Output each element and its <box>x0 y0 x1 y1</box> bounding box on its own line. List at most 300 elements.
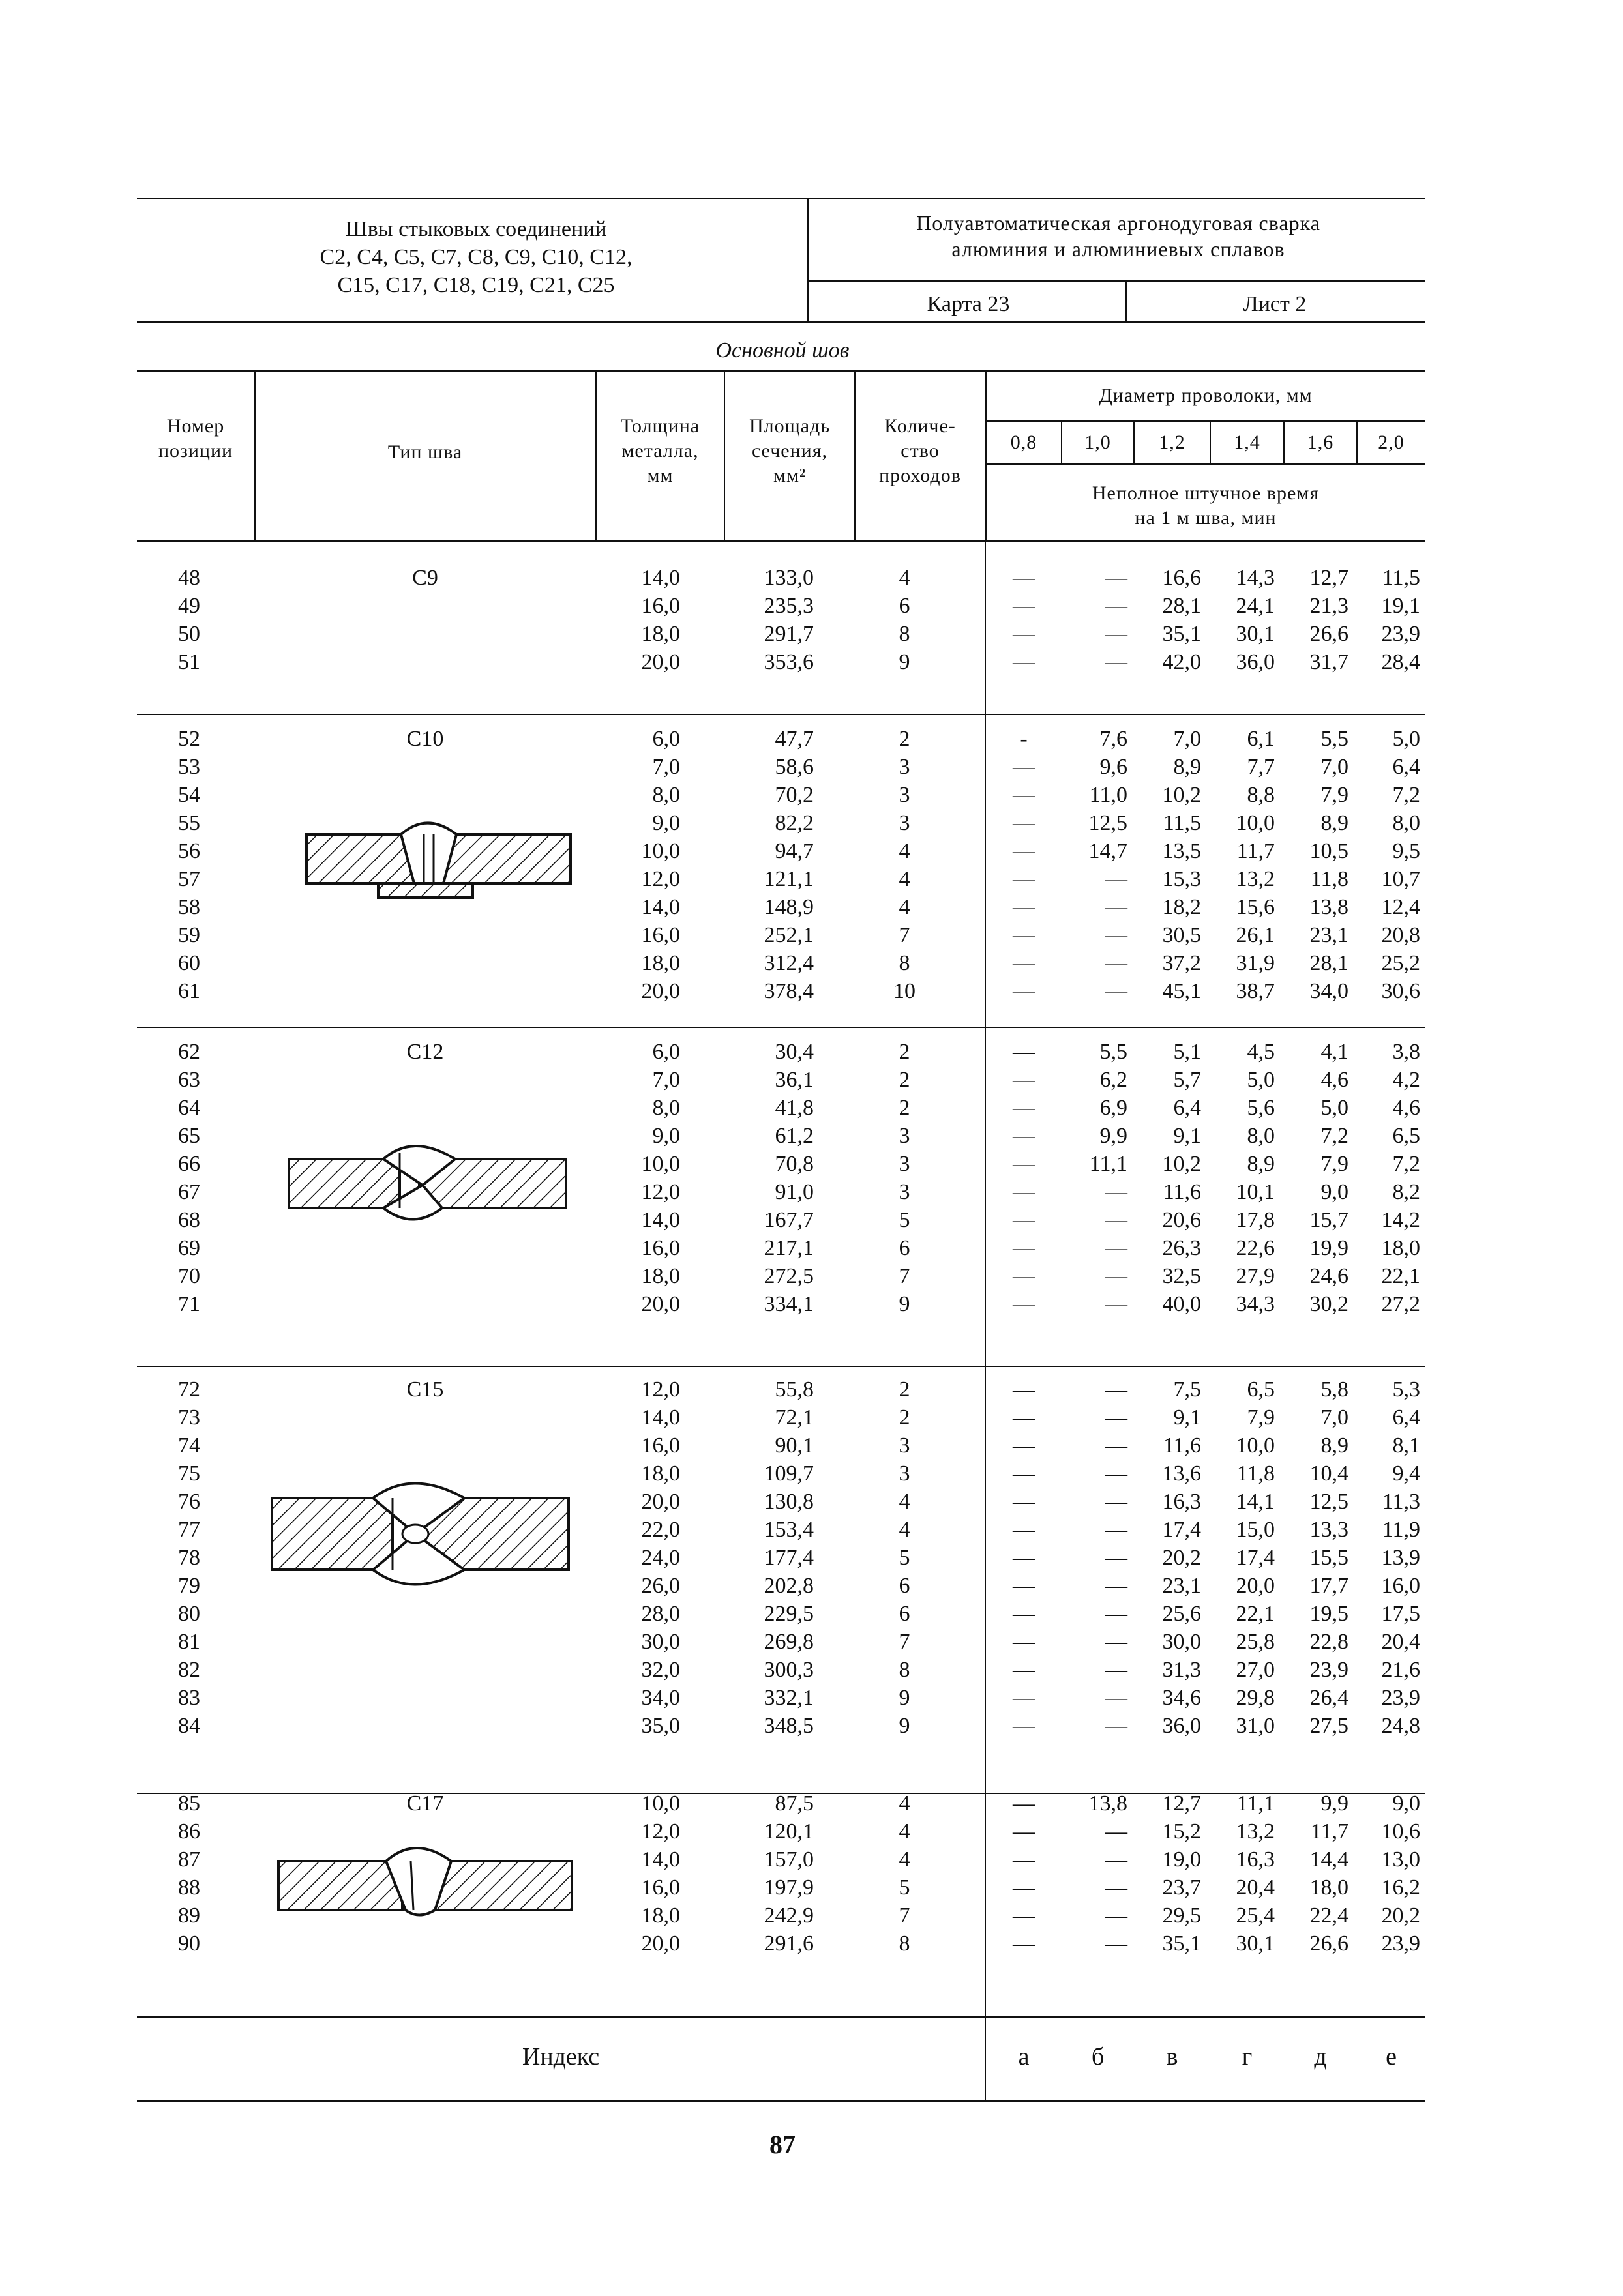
cell-passes: 2 <box>899 1068 910 1092</box>
cell-d08: — <box>1013 867 1035 891</box>
cell-d16: 23,1 <box>1309 923 1348 947</box>
cell-d10: — <box>1105 1686 1127 1710</box>
cell-area: 58,6 <box>775 755 814 779</box>
cell-d08: — <box>1013 923 1035 947</box>
cell-thickness: 28,0 <box>641 1602 680 1626</box>
cell-position: 67 <box>178 1180 200 1204</box>
cell-d12: 25,6 <box>1162 1602 1201 1626</box>
cell-position: 84 <box>178 1714 200 1738</box>
cell-d12: 16,3 <box>1162 1490 1201 1514</box>
cell-d20: 6,5 <box>1392 1124 1420 1148</box>
cell-d16: 19,9 <box>1309 1236 1348 1260</box>
cell-passes: 4 <box>899 1791 910 1816</box>
cell-d12: 17,4 <box>1162 1518 1201 1542</box>
cell-thickness: 14,0 <box>641 566 680 590</box>
cell-d08: — <box>1013 1490 1035 1514</box>
cell-position: 65 <box>178 1124 200 1148</box>
cell-thickness: 10,0 <box>641 839 680 863</box>
seam-type-c9: С9 <box>412 566 438 590</box>
cell-d10: — <box>1105 1264 1127 1288</box>
cell-d08: — <box>1013 1208 1035 1232</box>
cell-position: 55 <box>178 811 200 835</box>
cell-d12: 7,0 <box>1173 727 1201 751</box>
cell-d10: — <box>1105 1546 1127 1570</box>
cell-d08: — <box>1013 1904 1035 1928</box>
cell-d10: — <box>1105 979 1127 1003</box>
cell-d14: 30,1 <box>1236 1932 1275 1956</box>
cell-passes: 7 <box>899 923 910 947</box>
cell-d14: 8,8 <box>1247 783 1275 807</box>
cell-d12: 40,0 <box>1162 1292 1201 1316</box>
cell-thickness: 10,0 <box>641 1152 680 1176</box>
cell-d10: 9,9 <box>1099 1124 1127 1148</box>
cell-d08: — <box>1013 1791 1035 1816</box>
cell-d16: 8,9 <box>1320 811 1348 835</box>
cell-d08: — <box>1013 1292 1035 1316</box>
col-position-line1: Номер <box>166 415 225 437</box>
cell-passes: 4 <box>899 1819 910 1844</box>
cell-passes: 3 <box>899 1434 910 1458</box>
cell-position: 63 <box>178 1068 200 1092</box>
cell-d14: 22,1 <box>1236 1602 1275 1626</box>
cell-d14: 4,5 <box>1247 1040 1275 1064</box>
col-seam-type-header: Тип шва <box>387 441 463 463</box>
cell-d20: 27,2 <box>1381 1292 1420 1316</box>
cell-d16: 9,0 <box>1320 1180 1348 1204</box>
weld-diagram-c17 <box>275 1838 575 1923</box>
cell-d08: — <box>1013 1124 1035 1148</box>
cell-area: 177,4 <box>764 1546 814 1570</box>
cell-d14: 25,4 <box>1236 1904 1275 1928</box>
index-g: г <box>1242 2043 1253 2070</box>
cell-d14: 36,0 <box>1236 650 1275 674</box>
cell-d14: 25,8 <box>1236 1630 1275 1654</box>
cell-passes: 9 <box>899 650 910 674</box>
cell-d08: — <box>1013 1658 1035 1682</box>
cell-position: 76 <box>178 1490 200 1514</box>
cell-d10: — <box>1105 1462 1127 1486</box>
cell-thickness: 20,0 <box>641 1490 680 1514</box>
cell-thickness: 20,0 <box>641 650 680 674</box>
col-thickness-line3: мм <box>647 465 674 486</box>
cell-position: 70 <box>178 1264 200 1288</box>
cell-d20: 16,0 <box>1381 1574 1420 1598</box>
cell-position: 74 <box>178 1434 200 1458</box>
cell-d12: 13,6 <box>1162 1462 1201 1486</box>
cell-d12: 23,1 <box>1162 1574 1201 1598</box>
cell-passes: 8 <box>899 622 910 646</box>
cell-area: 291,7 <box>764 622 814 646</box>
cell-d14: 17,8 <box>1236 1208 1275 1232</box>
cell-area: 94,7 <box>775 839 814 863</box>
cell-d10: — <box>1105 650 1127 674</box>
cell-d12: 6,4 <box>1173 1096 1201 1120</box>
cell-area: 90,1 <box>775 1434 814 1458</box>
cell-d10: — <box>1105 923 1127 947</box>
cell-thickness: 34,0 <box>641 1686 680 1710</box>
cell-area: 334,1 <box>764 1292 814 1316</box>
cell-d14: 24,1 <box>1236 594 1275 618</box>
cell-d08: - <box>1020 727 1028 751</box>
cell-d16: 14,4 <box>1309 1847 1348 1872</box>
cell-d16: 30,2 <box>1309 1292 1348 1316</box>
col-thickness-line1: Толщина <box>620 415 700 437</box>
cell-d12: 26,3 <box>1162 1236 1201 1260</box>
cell-d14: 11,7 <box>1236 839 1275 863</box>
cell-d20: 23,9 <box>1381 1932 1420 1956</box>
cell-d14: 14,3 <box>1236 566 1275 590</box>
col-position-header <box>137 414 254 464</box>
cell-d12: 30,0 <box>1162 1630 1201 1654</box>
cell-d16: 4,1 <box>1320 1040 1348 1064</box>
cell-d08: — <box>1013 1714 1035 1738</box>
cell-area: 197,9 <box>764 1876 814 1900</box>
cell-d20: 17,5 <box>1381 1602 1420 1626</box>
cell-d08: — <box>1013 1462 1035 1486</box>
cell-d08: — <box>1013 783 1035 807</box>
cell-d14: 15,6 <box>1236 895 1275 919</box>
cell-d20: 3,8 <box>1392 1040 1420 1064</box>
cell-d08: — <box>1013 1180 1035 1204</box>
cell-thickness: 10,0 <box>641 1791 680 1816</box>
col-time-line1: Неполное штучное время <box>1092 482 1320 504</box>
cell-d10: — <box>1105 1236 1127 1260</box>
header-right-line2: алюминия и алюминиевых сплавов <box>951 237 1285 261</box>
cell-d12: 29,5 <box>1162 1904 1201 1928</box>
cell-position: 51 <box>178 650 200 674</box>
cell-d16: 22,8 <box>1309 1630 1348 1654</box>
cell-d14: 11,1 <box>1236 1791 1275 1816</box>
cell-d16: 28,1 <box>1309 951 1348 975</box>
cell-d10: 9,6 <box>1099 755 1127 779</box>
cell-d10: 14,7 <box>1088 839 1127 863</box>
cell-d14: 20,0 <box>1236 1574 1275 1598</box>
cell-d10: — <box>1105 1490 1127 1514</box>
cell-d08: — <box>1013 1819 1035 1844</box>
cell-thickness: 20,0 <box>641 1292 680 1316</box>
cell-passes: 3 <box>899 1462 910 1486</box>
cell-d08: — <box>1013 566 1035 590</box>
cell-d20: 23,9 <box>1381 622 1420 646</box>
cell-d12: 11,6 <box>1163 1180 1201 1204</box>
cell-d14: 34,3 <box>1236 1292 1275 1316</box>
cell-position: 56 <box>178 839 200 863</box>
cell-passes: 2 <box>899 1377 910 1402</box>
cell-position: 82 <box>178 1658 200 1682</box>
cell-passes: 8 <box>899 1932 910 1956</box>
cell-position: 68 <box>178 1208 200 1232</box>
cell-d14: 14,1 <box>1236 1490 1275 1514</box>
weld-diagram-c10 <box>303 815 577 906</box>
index-d: д <box>1314 2043 1327 2070</box>
cell-d10: 6,9 <box>1099 1096 1127 1120</box>
cell-d12: 23,7 <box>1162 1876 1201 1900</box>
cell-d12: 9,1 <box>1173 1124 1201 1148</box>
sheet-number: Лист 2 <box>1243 292 1307 316</box>
diameter-1-4: 1,4 <box>1234 432 1260 453</box>
cell-d16: 7,0 <box>1320 755 1348 779</box>
cell-thickness: 8,0 <box>652 783 680 807</box>
cell-d10: — <box>1105 1574 1127 1598</box>
cell-position: 57 <box>178 867 200 891</box>
cell-d14: 27,0 <box>1236 1658 1275 1682</box>
col-time-line2: на 1 м шва, мин <box>1135 507 1277 529</box>
cell-position: 81 <box>178 1630 200 1654</box>
cell-d20: 28,4 <box>1381 650 1420 674</box>
cell-thickness: 7,0 <box>652 755 680 779</box>
cell-d20: 11,9 <box>1382 1518 1420 1542</box>
cell-d16: 9,9 <box>1320 1791 1348 1816</box>
cell-area: 130,8 <box>764 1490 814 1514</box>
cell-d12: 11,6 <box>1163 1434 1201 1458</box>
cell-area: 235,3 <box>764 594 814 618</box>
cell-thickness: 7,0 <box>652 1068 680 1092</box>
cell-area: 153,4 <box>764 1518 814 1542</box>
cell-d12: 36,0 <box>1162 1714 1201 1738</box>
cell-passes: 2 <box>899 1096 910 1120</box>
cell-passes: 5 <box>899 1876 910 1900</box>
cell-d16: 23,9 <box>1309 1658 1348 1682</box>
cell-passes: 4 <box>899 839 910 863</box>
cell-d16: 5,5 <box>1320 727 1348 751</box>
cell-position: 89 <box>178 1904 200 1928</box>
cell-d12: 5,7 <box>1173 1068 1201 1092</box>
cell-thickness: 24,0 <box>641 1546 680 1570</box>
cell-d10: 5,5 <box>1099 1040 1127 1064</box>
cell-d08: — <box>1013 1236 1035 1260</box>
cell-passes: 4 <box>899 1518 910 1542</box>
cell-d12: 32,5 <box>1162 1264 1201 1288</box>
cell-passes: 2 <box>899 1040 910 1064</box>
weld-diagram-c12 <box>286 1140 573 1224</box>
cell-d20: 4,6 <box>1392 1096 1420 1120</box>
cell-d08: — <box>1013 979 1035 1003</box>
cell-d14: 6,5 <box>1247 1377 1275 1402</box>
cell-d16: 5,8 <box>1320 1377 1348 1402</box>
cell-d14: 17,4 <box>1236 1546 1275 1570</box>
cell-thickness: 16,0 <box>641 1236 680 1260</box>
cell-d10: 7,6 <box>1099 727 1127 751</box>
cell-area: 47,7 <box>775 727 814 751</box>
cell-d10: — <box>1105 951 1127 975</box>
seam-type-c12: С12 <box>406 1040 444 1064</box>
cell-position: 53 <box>178 755 200 779</box>
cell-d14: 29,8 <box>1236 1686 1275 1710</box>
cell-passes: 6 <box>899 594 910 618</box>
cell-passes: 5 <box>899 1546 910 1570</box>
cell-d14: 10,0 <box>1236 1434 1275 1458</box>
cell-d16: 26,6 <box>1309 622 1348 646</box>
cell-thickness: 9,0 <box>652 1124 680 1148</box>
cell-d12: 35,1 <box>1162 1932 1201 1956</box>
cell-thickness: 20,0 <box>641 1932 680 1956</box>
cell-d10: 13,8 <box>1088 1791 1127 1816</box>
cell-d20: 16,2 <box>1381 1876 1420 1900</box>
cell-thickness: 6,0 <box>652 727 680 751</box>
cell-area: 120,1 <box>764 1819 814 1844</box>
cell-thickness: 12,0 <box>641 1819 680 1844</box>
cell-passes: 4 <box>899 566 910 590</box>
index-v: в <box>1166 2043 1178 2070</box>
cell-passes: 3 <box>899 1152 910 1176</box>
cell-thickness: 6,0 <box>652 1040 680 1064</box>
cell-d10: — <box>1105 1518 1127 1542</box>
cell-d20: 20,4 <box>1381 1630 1420 1654</box>
col-passes-header <box>856 414 985 488</box>
cell-d08: — <box>1013 1546 1035 1570</box>
cell-d14: 13,2 <box>1236 867 1275 891</box>
cell-d08: — <box>1013 1040 1035 1064</box>
cell-d20: 5,3 <box>1392 1377 1420 1402</box>
cell-thickness: 18,0 <box>641 1904 680 1928</box>
cell-position: 50 <box>178 622 200 646</box>
cell-area: 121,1 <box>764 867 814 891</box>
cell-d14: 27,9 <box>1236 1264 1275 1288</box>
index-a: а <box>1018 2043 1030 2070</box>
cell-thickness: 18,0 <box>641 951 680 975</box>
cell-d10: — <box>1105 1406 1127 1430</box>
cell-passes: 5 <box>899 1208 910 1232</box>
index-e: е <box>1386 2043 1397 2070</box>
cell-area: 91,0 <box>775 1180 814 1204</box>
cell-d08: — <box>1013 1602 1035 1626</box>
cell-position: 80 <box>178 1602 200 1626</box>
cell-position: 85 <box>178 1791 200 1816</box>
cell-area: 109,7 <box>764 1462 814 1486</box>
diameter-2-0: 2,0 <box>1378 432 1405 453</box>
col-passes-line3: проходов <box>879 465 961 486</box>
cell-d08: — <box>1013 1847 1035 1872</box>
header-right-line1: Полуавтоматическая аргонодуговая сварка <box>916 211 1320 235</box>
cell-position: 59 <box>178 923 200 947</box>
cell-d10: — <box>1105 1847 1127 1872</box>
cell-area: 41,8 <box>775 1096 814 1120</box>
cell-position: 78 <box>178 1546 200 1570</box>
cell-d08: — <box>1013 1876 1035 1900</box>
cell-d16: 13,3 <box>1309 1518 1348 1542</box>
cell-d14: 38,7 <box>1236 979 1275 1003</box>
cell-d10: — <box>1105 1434 1127 1458</box>
cell-d12: 9,1 <box>1173 1406 1201 1430</box>
cell-area: 70,8 <box>775 1152 814 1176</box>
cell-d12: 20,6 <box>1162 1208 1201 1232</box>
cell-d08: — <box>1013 650 1035 674</box>
cell-position: 88 <box>178 1876 200 1900</box>
cell-d14: 26,1 <box>1236 923 1275 947</box>
cell-passes: 7 <box>899 1264 910 1288</box>
header-left-line1: Швы стыковых соединений <box>345 217 607 241</box>
cell-passes: 7 <box>899 1630 910 1654</box>
cell-d16: 34,0 <box>1309 979 1348 1003</box>
cell-area: 217,1 <box>764 1236 814 1260</box>
cell-area: 70,2 <box>775 783 814 807</box>
cell-d20: 9,0 <box>1392 1791 1420 1816</box>
cell-d20: 6,4 <box>1392 755 1420 779</box>
cell-d20: 10,7 <box>1381 867 1420 891</box>
cell-d10: 11,1 <box>1089 1152 1127 1176</box>
cell-d10: — <box>1105 1932 1127 1956</box>
cell-d14: 22,6 <box>1236 1236 1275 1260</box>
cell-area: 348,5 <box>764 1714 814 1738</box>
col-passes-line2: ство <box>901 440 940 462</box>
cell-d20: 22,1 <box>1381 1264 1420 1288</box>
cell-d08: — <box>1013 1096 1035 1120</box>
cell-position: 66 <box>178 1152 200 1176</box>
cell-passes: 6 <box>899 1574 910 1598</box>
cell-d14: 11,8 <box>1236 1462 1275 1486</box>
cell-d20: 6,4 <box>1392 1406 1420 1430</box>
card-number: Карта 23 <box>927 292 1010 316</box>
cell-d16: 7,0 <box>1320 1406 1348 1430</box>
col-thickness-header <box>597 414 724 488</box>
cell-d20: 30,6 <box>1381 979 1420 1003</box>
cell-d16: 11,8 <box>1310 867 1348 891</box>
col-wire-diameter-header: Диаметр проволоки, мм <box>1099 385 1313 406</box>
cell-d10: — <box>1105 1714 1127 1738</box>
cell-position: 75 <box>178 1462 200 1486</box>
cell-d20: 10,6 <box>1381 1819 1420 1844</box>
cell-d08: — <box>1013 1932 1035 1956</box>
cell-thickness: 14,0 <box>641 1406 680 1430</box>
diameter-1-0: 1,0 <box>1084 432 1111 453</box>
col-passes-line1: Количе- <box>884 415 956 437</box>
cell-d16: 21,3 <box>1309 594 1348 618</box>
cell-d16: 7,9 <box>1320 1152 1348 1176</box>
cell-area: 30,4 <box>775 1040 814 1064</box>
cell-position: 61 <box>178 979 200 1003</box>
cell-d12: 18,2 <box>1162 895 1201 919</box>
cell-d20: 5,0 <box>1392 727 1420 751</box>
cell-position: 52 <box>178 727 200 751</box>
cell-passes: 3 <box>899 783 910 807</box>
cell-thickness: 30,0 <box>641 1630 680 1654</box>
cell-d20: 8,2 <box>1392 1180 1420 1204</box>
cell-area: 378,4 <box>764 979 814 1003</box>
cell-passes: 7 <box>899 1904 910 1928</box>
cell-d08: — <box>1013 622 1035 646</box>
cell-position: 58 <box>178 895 200 919</box>
cell-d14: 6,1 <box>1247 727 1275 751</box>
cell-d08: — <box>1013 1434 1035 1458</box>
cell-d20: 8,1 <box>1392 1434 1420 1458</box>
cell-d08: — <box>1013 1574 1035 1598</box>
cell-d08: — <box>1013 755 1035 779</box>
cell-d16: 27,5 <box>1309 1714 1348 1738</box>
cell-d12: 28,1 <box>1162 594 1201 618</box>
cell-position: 64 <box>178 1096 200 1120</box>
cell-passes: 6 <box>899 1602 910 1626</box>
cell-position: 87 <box>178 1847 200 1872</box>
cell-passes: 2 <box>899 1406 910 1430</box>
cell-area: 133,0 <box>764 566 814 590</box>
cell-area: 353,6 <box>764 650 814 674</box>
cell-thickness: 32,0 <box>641 1658 680 1682</box>
cell-d20: 25,2 <box>1381 951 1420 975</box>
cell-d14: 13,2 <box>1236 1819 1275 1844</box>
cell-d10: — <box>1105 1904 1127 1928</box>
cell-d08: — <box>1013 1630 1035 1654</box>
cell-passes: 10 <box>893 979 916 1003</box>
cell-d16: 10,5 <box>1309 839 1348 863</box>
cell-d20: 12,4 <box>1381 895 1420 919</box>
col-position-line2: позиции <box>158 440 233 462</box>
cell-d16: 26,6 <box>1309 1932 1348 1956</box>
cell-d16: 15,5 <box>1309 1546 1348 1570</box>
cell-d12: 19,0 <box>1162 1847 1201 1872</box>
cell-d20: 13,0 <box>1381 1847 1420 1872</box>
cell-position: 48 <box>178 566 200 590</box>
cell-passes: 9 <box>899 1686 910 1710</box>
